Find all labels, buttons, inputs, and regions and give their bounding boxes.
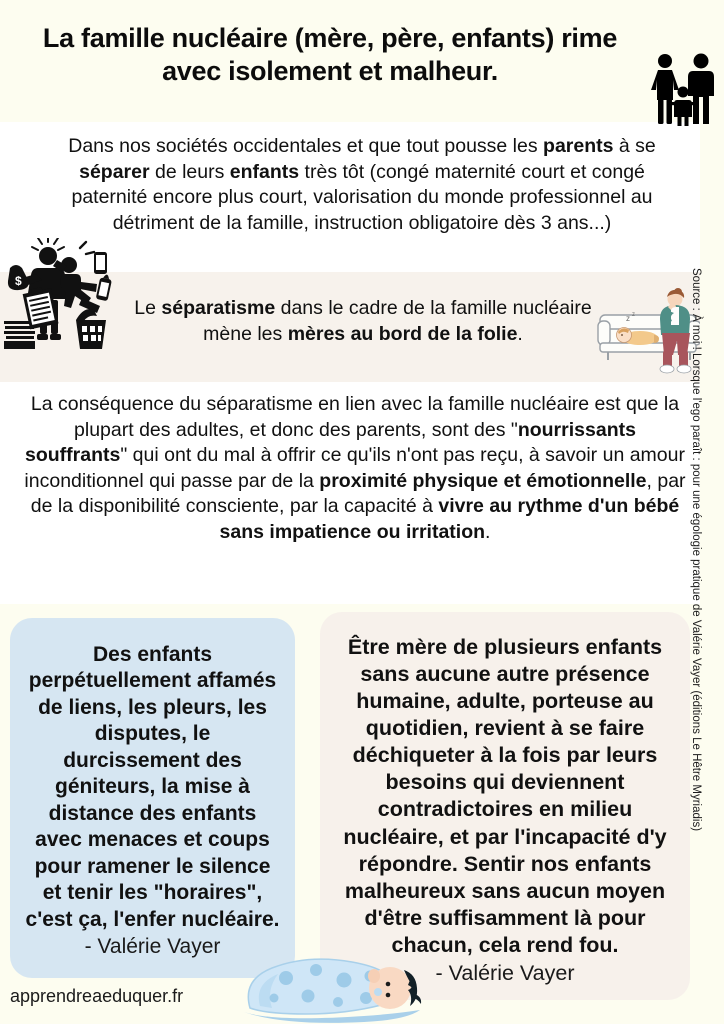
sleeping-baby-illustration	[238, 950, 433, 1024]
title-container	[0, 22, 660, 88]
consequence-paragraph: La conséquence du séparatisme en lien avec la famille nucléaire est que la plupart des adultes, et donc des parents, sont des "nourrissants souffrants" qui ont du mal à offrir ce qu'ils n'ont pas reçu, à savoir un amour inconditionnel qui passe par de la proximité physique et émotionnelle, par de la disponibilité consciente, par la capacité à vivre au rythme d'un bébé sans impatience ou irritation.	[24, 393, 686, 543]
quote-right-text: Être mère de plusieurs enfants sans aucune autre présence humaine, adulte, porteuse au quotidien, revient à se faire déchiqueter à la fois par leurs besoins qui deviennent contradictoires en milieu nucléaire, et par l'incapacité d'y répondre. Sentir nos enfants malheureux sans aucun moyen d'être suffisamment là pour chacun, cela rend fou.	[343, 635, 667, 957]
quote-right-author: - Valérie Vayer	[435, 960, 575, 985]
svg-text:z: z	[632, 312, 635, 318]
quote-left-author: - Valérie Vayer	[84, 934, 221, 958]
overwhelmed-mother-icon	[2, 238, 120, 358]
quote-box-left	[10, 618, 295, 978]
family-silhouette-icon	[648, 52, 718, 126]
website-label: apprendreaeduquer.fr	[10, 986, 184, 1006]
source-strip	[690, 0, 724, 1024]
separatisme-paragraph: Le séparatisme dans le cadre de la famille nucléaire mène les mères au bord de la folie.	[134, 297, 592, 345]
svg-text:z: z	[626, 314, 630, 323]
quote-left-text: Des enfants perpétuellement affamés de liens, les pleurs, les disputes, le durcissement des géniteurs, la mise à distance des enfants avec menaces et coups pour ramener le silence et tenir les "horaires", c'est ça, l'enfer nucléaire.	[25, 643, 280, 931]
quote-box-right	[320, 612, 690, 1000]
page-title: La famille nucléaire (mère, père, enfants) rime avec isolement et malheur.	[42, 23, 618, 86]
intro-paragraph: Dans nos sociétés occidentales et que tout pousse les parents à se séparer de leurs enfants très tôt (congé maternité court et congé paternité encore plus court, valorisation du monde professionnel au détriment de la famille, instruction obligatoire dès 3 ans...)	[68, 135, 656, 234]
svg-text:$: $	[15, 274, 22, 288]
source-credit: Source : À moi ! Lorsque l'ego paraît : pour une égologie pratique de Valérie Vayer (éditions Le Hêtre Myriadis)	[690, 268, 702, 832]
